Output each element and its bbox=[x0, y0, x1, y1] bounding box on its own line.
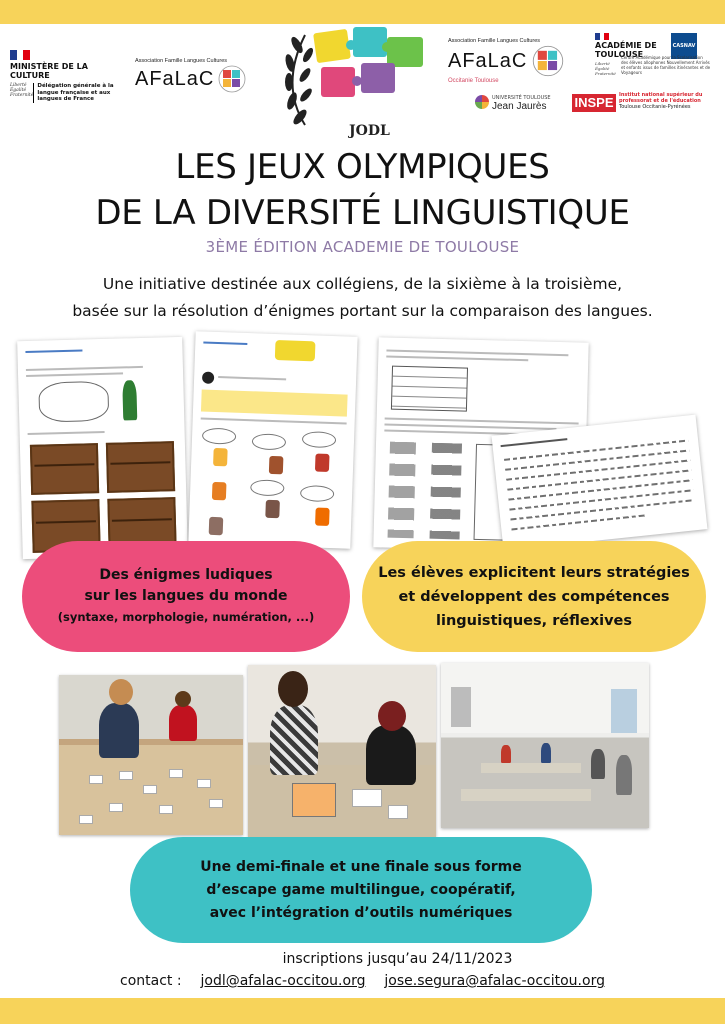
afalac-logo-left bbox=[135, 58, 247, 94]
french-flag-icon bbox=[10, 50, 30, 60]
girl-illustration bbox=[122, 380, 137, 420]
teal-pill-escape-game bbox=[130, 837, 592, 943]
yellow-line3: linguistiques, réflexives bbox=[436, 612, 632, 629]
ut2j-name: Jean Jaurès bbox=[492, 101, 547, 112]
academie-name: ACADÉMIE DE TOULOUSE bbox=[595, 41, 657, 59]
edition-subtitle: 3ÈME ÉDITION ACADEMIE DE TOULOUSE bbox=[205, 238, 520, 256]
photo-students-escape-game bbox=[248, 665, 436, 837]
afalac-region: Occitanie Toulouse bbox=[448, 78, 499, 84]
teal-line2: d’escape game multilingue, coopératif, bbox=[206, 881, 516, 898]
casnav-logo: CASNAV bbox=[671, 33, 697, 59]
worksheet-image-handwritten bbox=[492, 415, 708, 551]
worksheet-image-objects bbox=[188, 331, 357, 549]
puzzle-icon bbox=[217, 64, 247, 94]
main-title-line2: DE LA DIVERSITÉ LINGUISTIQUE bbox=[95, 193, 630, 233]
jodl-logo bbox=[275, 25, 450, 139]
jodl-text: JODL bbox=[349, 123, 390, 139]
pink-line1: Des énigmes ludiques bbox=[99, 567, 273, 583]
ut2j-mark-icon bbox=[475, 95, 489, 109]
inscriptions-deadline: inscriptions jusqu’au 24/11/2023 bbox=[282, 951, 513, 967]
email-link-jose-segura[interactable]: jose.segura@afalac-occitou.org bbox=[384, 973, 605, 989]
yellow-pill-strategies bbox=[362, 541, 706, 652]
french-flag-icon bbox=[595, 33, 609, 40]
afalac-assoc: Association Famille Langues Cultures bbox=[448, 38, 541, 44]
teal-line3: avec l’intégration d’outils numériques bbox=[209, 904, 513, 921]
ministere-name: MINISTÈRE DE LA CULTURE bbox=[10, 62, 88, 80]
speech-bubble bbox=[38, 381, 109, 423]
casnav-description: Centre Académique pour la Scolarisation des élèves allophones Nouvellement Arrivés et enfants issus de familles itinérantes et de Voyageurs bbox=[621, 55, 711, 75]
teal-line1: Une demi-finale et une finale sous forme bbox=[200, 858, 522, 875]
inspe-logo bbox=[572, 92, 712, 116]
yellow-line1: Les élèves explicitent leurs stratégies bbox=[378, 564, 690, 581]
pink-line3: (syntaxe, morphologie, numération, ...) bbox=[57, 610, 315, 624]
pink-pill-enigmes bbox=[22, 541, 350, 652]
academie-toulouse-logo bbox=[595, 33, 710, 93]
ut2j-logo bbox=[475, 93, 567, 113]
delegation-text: Délégation générale à la langue française et aux langues de France bbox=[33, 83, 130, 103]
ut2j-universite: UNIVERSITÉ TOULOUSE bbox=[492, 95, 551, 101]
contact-label: contact : bbox=[120, 973, 182, 989]
ministere-culture-logo bbox=[10, 50, 130, 110]
email-link-jodl[interactable]: jodl@afalac-occitou.org bbox=[200, 973, 366, 989]
intro-line2: basée sur la résolution d’énigmes portant sur la comparaison des langues. bbox=[72, 302, 653, 320]
worksheet-image-wardrobes bbox=[17, 337, 188, 559]
pink-line2: sur les langues du monde bbox=[84, 588, 288, 604]
inspe-desc: Institut national supérieur du professorat et de l'éducation bbox=[619, 92, 703, 104]
inspe-region: Toulouse Occitanie-Pyrénées bbox=[619, 104, 691, 110]
afalac-name: AFaLaC bbox=[135, 67, 215, 90]
afalac-logo-right bbox=[448, 38, 565, 84]
puzzle-icon bbox=[531, 44, 565, 78]
photo-classroom bbox=[441, 663, 649, 828]
main-title-line1: LES JEUX OLYMPIQUES bbox=[175, 147, 550, 187]
yellow-line2: et développent des compétences bbox=[398, 588, 670, 605]
top-yellow-band bbox=[0, 0, 725, 24]
photo-students-cards bbox=[59, 675, 243, 835]
intro-line1: Une initiative destinée aux collégiens, de la sixième à la troisième, bbox=[102, 275, 623, 293]
afalac-assoc: Association Famille Langues Cultures bbox=[135, 58, 228, 64]
devise: Liberté Égalité Fraternité bbox=[10, 83, 34, 98]
academie-devise: Liberté Égalité Fraternité bbox=[595, 61, 616, 76]
bottom-yellow-band bbox=[0, 998, 725, 1024]
inspe-acronym: INSPE bbox=[572, 94, 616, 112]
afalac-name: AFaLaC bbox=[448, 49, 528, 72]
contact-line bbox=[0, 973, 725, 989]
jodl-laurel-puzzle-icon bbox=[275, 25, 450, 135]
